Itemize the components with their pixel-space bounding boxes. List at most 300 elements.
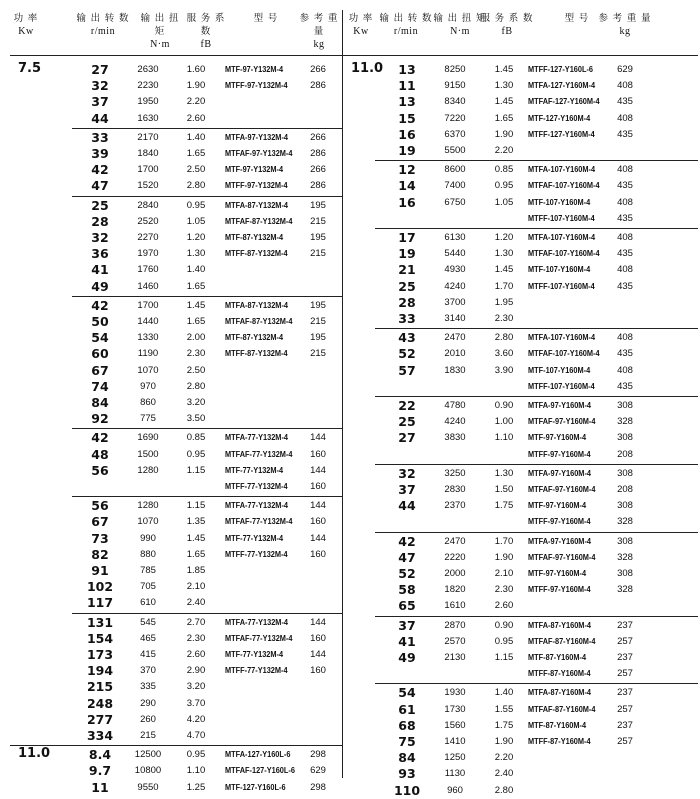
service-factor-cell: 1.85	[186, 565, 206, 576]
speed-cell: 42	[91, 297, 109, 313]
model-cell: MTFF-107-Y160M-4	[528, 213, 595, 223]
service-factor-cell: 1.50	[494, 484, 514, 495]
service-factor-cell: 2.60	[494, 600, 514, 612]
torque-cell: 1330	[137, 332, 159, 344]
weight-cell: 160	[310, 481, 326, 492]
speed-cell: 48	[91, 446, 109, 462]
service-factor-cell: 2.20	[494, 752, 514, 764]
speed-cell: 19	[398, 246, 416, 262]
model-cell: MTFF-87-Y132M-4	[225, 349, 288, 359]
model-cell: MTF-87-Y160M-4	[528, 720, 587, 730]
speed-cell: 47	[398, 549, 416, 565]
speed-cell: 27	[91, 62, 109, 77]
model-cell: MTFA-107-Y160M-4	[528, 165, 596, 175]
service-factor-cell: 2.80	[494, 332, 514, 344]
service-factor-cell: 1.25	[186, 781, 206, 793]
torque-cell: 1280	[137, 500, 159, 512]
header-power: 功 率 Kw	[13, 13, 39, 37]
model-cell: MTFF-107-Y160M-4	[528, 381, 595, 391]
weight-cell: 257	[617, 635, 633, 647]
torque-cell: 4780	[444, 400, 466, 411]
service-factor-cell: 1.75	[494, 719, 514, 731]
speed-cell: 33	[398, 311, 416, 326]
torque-cell: 2170	[137, 131, 159, 143]
header-speed: 输 出 转 数 r/min	[76, 13, 130, 37]
model-cell: MTFAF-97-Y132M-4	[225, 149, 293, 158]
speed-cell: 42	[91, 430, 109, 446]
model-cell: MTFAF-97-Y160M-4	[528, 552, 596, 562]
weight-cell: 215	[310, 215, 326, 227]
model-cell: MTFF-97-Y160M-4	[528, 585, 591, 595]
torque-cell: 1930	[444, 687, 466, 699]
group-divider	[375, 616, 698, 617]
speed-cell: 84	[398, 750, 416, 766]
model-cell: MTFA-107-Y160M-4	[528, 333, 596, 343]
speed-cell: 37	[398, 617, 416, 633]
weight-cell: 408	[617, 232, 633, 243]
speed-cell: 73	[91, 530, 109, 546]
speed-cell: 110	[393, 782, 421, 798]
weight-cell: 160	[310, 448, 326, 460]
torque-cell: 1760	[137, 264, 159, 276]
speed-cell: 25	[398, 278, 416, 294]
group-divider	[375, 396, 698, 397]
speed-cell: 32	[91, 230, 109, 245]
weight-cell: 328	[617, 584, 633, 596]
torque-cell: 5440	[444, 248, 466, 260]
torque-cell: 2470	[444, 535, 466, 547]
speed-cell: 36	[91, 246, 109, 262]
model-cell: MTFA-97-Y160M-4	[528, 536, 591, 546]
torque-cell: 990	[140, 532, 156, 544]
model-cell: MTFAF-77-Y132M-4	[225, 517, 293, 527]
service-factor-cell: 1.65	[494, 112, 514, 124]
weight-cell: 629	[310, 765, 326, 777]
torque-cell: 3250	[444, 467, 466, 479]
service-factor-cell: 2.90	[186, 665, 206, 677]
speed-cell: 13	[398, 62, 416, 77]
torque-cell: 3700	[444, 296, 466, 308]
service-factor-cell: 1.90	[186, 80, 206, 92]
service-factor-cell: 2.20	[186, 96, 206, 108]
torque-cell: 1070	[137, 364, 159, 376]
weight-cell: 215	[310, 248, 326, 260]
model-cell: MTFA-107-Y160M-4	[528, 233, 596, 242]
model-cell: MTFAF-77-Y132M-4	[225, 449, 293, 459]
speed-cell: 21	[398, 262, 416, 278]
group-divider	[72, 428, 342, 429]
service-factor-cell: 2.70	[186, 616, 206, 628]
group-divider	[375, 160, 698, 161]
speed-cell: 74	[91, 378, 109, 394]
torque-cell: 4930	[444, 264, 466, 276]
service-factor-cell: 1.95	[494, 296, 514, 308]
service-factor-cell: 1.00	[494, 416, 514, 428]
service-factor-cell: 2.80	[186, 180, 206, 192]
speed-cell: 67	[91, 514, 109, 530]
service-factor-cell: 1.40	[186, 131, 206, 143]
model-cell: MTF-97-Y132M-4	[225, 65, 284, 74]
model-cell: MTF-77-Y132M-4	[225, 650, 284, 659]
weight-cell: 215	[310, 348, 326, 360]
speed-cell: 16	[398, 194, 416, 210]
model-cell: MTF-87-Y132M-4	[225, 333, 284, 343]
model-cell: MTFAF-127-Y160L-6	[225, 766, 295, 776]
model-cell: MTF-97-Y160M-4	[528, 433, 587, 443]
model-cell: MTFA-87-Y132M-4	[225, 200, 288, 210]
service-factor-cell: 2.50	[186, 164, 206, 176]
speed-cell: 277	[86, 711, 114, 727]
weight-cell: 208	[617, 448, 633, 460]
service-factor-cell: 2.40	[186, 597, 206, 609]
speed-cell: 215	[86, 679, 114, 695]
weight-cell: 266	[310, 131, 326, 143]
speed-cell: 32	[398, 465, 416, 481]
torque-cell: 2630	[137, 64, 159, 75]
torque-cell: 215	[140, 730, 156, 741]
torque-cell: 880	[140, 548, 156, 560]
speed-cell: 84	[91, 395, 109, 410]
service-factor-cell: 2.80	[186, 380, 206, 392]
weight-cell: 257	[617, 703, 633, 715]
service-factor-cell: 3.20	[186, 681, 206, 693]
service-factor-cell: 1.15	[186, 464, 206, 476]
model-cell: MTFAF-97-Y160M-4	[528, 485, 596, 494]
service-factor-cell: 1.90	[494, 736, 514, 747]
service-factor-cell: 1.40	[186, 264, 206, 276]
speed-cell: 16	[398, 126, 416, 142]
weight-cell: 408	[617, 80, 633, 92]
service-factor-cell: 3.50	[186, 413, 206, 425]
torque-cell: 2130	[444, 652, 466, 663]
speed-cell: 44	[91, 110, 109, 126]
service-factor-cell: 2.60	[186, 112, 206, 124]
speed-cell: 82	[91, 546, 109, 562]
torque-cell: 12500	[134, 749, 162, 761]
model-cell: MTF-97-Y132M-4	[225, 165, 284, 175]
weight-cell: 266	[310, 164, 326, 176]
weight-cell: 435	[617, 280, 633, 292]
weight-cell: 435	[617, 212, 633, 224]
torque-cell: 1700	[137, 164, 159, 176]
service-factor-cell: 0.90	[494, 400, 514, 411]
torque-cell: 7400	[444, 180, 466, 192]
model-cell: MTFF-107-Y160M-4	[528, 281, 595, 291]
torque-cell: 1250	[444, 752, 466, 764]
service-factor-cell: 2.40	[494, 768, 514, 780]
weight-cell: 144	[310, 532, 326, 544]
speed-cell: 54	[398, 685, 416, 701]
speed-cell: 67	[91, 362, 109, 378]
weight-cell: 144	[310, 649, 326, 660]
service-factor-cell: 1.60	[186, 64, 206, 75]
group-divider	[375, 683, 698, 684]
service-factor-cell: 1.10	[186, 765, 206, 777]
torque-cell: 545	[140, 616, 156, 628]
weight-cell: 408	[617, 196, 633, 208]
speed-cell: 65	[398, 598, 416, 614]
torque-cell: 465	[140, 632, 156, 644]
torque-cell: 2230	[137, 80, 159, 92]
power-value: 7.5	[18, 61, 42, 76]
torque-cell: 6750	[444, 196, 466, 208]
speed-cell: 11	[398, 78, 416, 94]
speed-cell: 334	[86, 728, 114, 743]
header-model: 型 号	[253, 13, 279, 24]
weight-cell: 308	[617, 568, 633, 579]
right-header	[343, 12, 698, 52]
service-factor-cell: 1.20	[186, 232, 206, 243]
service-factor-cell: 0.85	[186, 432, 206, 444]
weight-cell: 435	[617, 248, 633, 260]
model-cell: MTFAF-107-Y160M-4	[528, 349, 600, 359]
torque-cell: 2520	[137, 215, 159, 227]
model-cell: MTFF-97-Y160M-4	[528, 517, 591, 527]
weight-cell: 160	[310, 632, 326, 644]
group-divider	[375, 328, 698, 329]
model-cell: MTFA-77-Y132M-4	[225, 433, 288, 443]
speed-cell: 92	[91, 411, 109, 427]
weight-cell: 328	[617, 516, 633, 528]
weight-cell: 237	[617, 687, 633, 699]
group-divider	[375, 532, 698, 533]
model-cell: MTFAF-107-Y160M-4	[528, 249, 600, 259]
model-cell: MTFAF-87-Y160M-4	[528, 704, 596, 714]
header-torque: 输 出 扭 矩 N·m	[433, 13, 487, 37]
model-cell: MTFAF-87-Y160M-4	[528, 636, 596, 646]
model-cell: MTFA-97-Y132M-4	[225, 132, 288, 142]
torque-cell: 2840	[137, 199, 159, 211]
service-factor-cell: 1.45	[494, 96, 514, 108]
weight-cell: 308	[617, 432, 633, 444]
weight-cell: 308	[617, 400, 633, 411]
torque-cell: 1130	[444, 768, 466, 780]
weight-cell: 435	[617, 128, 633, 140]
torque-cell: 8600	[444, 164, 466, 176]
torque-cell: 370	[140, 665, 156, 677]
service-factor-cell: 2.30	[186, 348, 206, 360]
speed-cell: 33	[91, 129, 109, 145]
torque-cell: 970	[140, 380, 156, 392]
weight-cell: 435	[617, 96, 633, 108]
torque-cell: 1950	[137, 96, 159, 108]
service-factor-cell: 2.80	[494, 784, 514, 796]
torque-cell: 1190	[137, 348, 159, 360]
torque-cell: 705	[140, 581, 156, 593]
model-cell: MTF-107-Y160M-4	[528, 365, 591, 375]
group-divider	[72, 128, 342, 129]
model-cell: MTFA-87-Y132M-4	[225, 300, 288, 310]
speed-cell: 248	[86, 695, 114, 711]
speed-cell: 37	[398, 482, 416, 497]
model-cell: MTF-107-Y160M-4	[528, 265, 591, 275]
header-service-factor: 服 务 系 数 fB	[186, 13, 226, 50]
model-cell: MTFAF-127-Y160M-4	[528, 97, 600, 107]
power-divider	[10, 745, 342, 746]
speed-cell: 54	[91, 330, 109, 346]
speed-cell: 25	[398, 414, 416, 430]
service-factor-cell: 1.05	[494, 196, 514, 208]
torque-cell: 6370	[444, 128, 466, 140]
torque-cell: 775	[140, 413, 156, 425]
service-factor-cell: 2.10	[494, 568, 514, 579]
service-factor-cell: 1.15	[186, 500, 206, 512]
weight-cell: 328	[617, 551, 633, 563]
service-factor-cell: 2.60	[186, 649, 206, 660]
weight-cell: 160	[310, 665, 326, 677]
service-factor-cell: 1.45	[494, 64, 514, 75]
service-factor-cell: 2.30	[494, 313, 514, 324]
service-factor-cell: 2.30	[494, 584, 514, 596]
weight-cell: 435	[617, 180, 633, 192]
weight-cell: 195	[310, 232, 326, 243]
model-cell: MTF-77-Y132M-4	[225, 465, 284, 475]
torque-cell: 335	[140, 681, 156, 693]
speed-cell: 42	[91, 162, 109, 178]
torque-cell: 1700	[137, 299, 159, 311]
service-factor-cell: 2.30	[186, 632, 206, 644]
speed-cell: 173	[86, 647, 114, 662]
service-factor-cell: 1.90	[494, 128, 514, 140]
torque-cell: 1730	[444, 703, 466, 715]
model-cell: MTFF-77-Y132M-4	[225, 549, 288, 559]
torque-cell: 2000	[444, 568, 466, 579]
model-cell: MTFA-97-Y160M-4	[528, 401, 591, 410]
speed-cell: 56	[91, 462, 109, 478]
power-value: 11.0	[351, 61, 384, 76]
speed-cell: 47	[91, 178, 109, 194]
weight-cell: 144	[310, 500, 326, 512]
service-factor-cell: 1.45	[186, 299, 206, 311]
header-power: 功 率 Kw	[348, 13, 374, 37]
weight-cell: 408	[617, 164, 633, 176]
torque-cell: 2470	[444, 332, 466, 344]
group-divider	[375, 464, 698, 465]
model-cell: MTFF-87-Y132M-4	[225, 249, 288, 259]
speed-cell: 58	[398, 582, 416, 598]
weight-cell: 215	[310, 316, 326, 327]
model-cell: MTF-127-Y160M-4	[528, 113, 591, 123]
weight-cell: 144	[310, 464, 326, 476]
torque-cell: 6130	[444, 232, 466, 243]
service-factor-cell: 0.95	[186, 448, 206, 460]
model-cell: MTFA-77-Y132M-4	[225, 617, 288, 627]
right-header-rule	[343, 55, 698, 56]
speed-cell: 25	[91, 197, 109, 213]
model-cell: MTFF-87-Y160M-4	[528, 669, 591, 679]
header-speed: 输 出 转 数 r/min	[379, 13, 433, 37]
torque-cell: 10800	[134, 765, 162, 777]
torque-cell: 415	[140, 649, 156, 660]
weight-cell: 195	[310, 299, 326, 311]
weight-cell: 195	[310, 332, 326, 344]
header-torque: 输 出 扭 矩 N·m	[140, 13, 180, 50]
speed-cell: 49	[398, 650, 416, 665]
torque-cell: 2370	[444, 500, 466, 512]
speed-cell: 14	[398, 178, 416, 194]
weight-cell: 308	[617, 467, 633, 479]
power-value: 11.0	[18, 746, 51, 762]
service-factor-cell: 1.10	[494, 432, 514, 444]
model-cell: MTF-87-Y160M-4	[528, 653, 587, 662]
service-factor-cell: 3.70	[186, 697, 206, 709]
torque-cell: 8340	[444, 96, 466, 108]
torque-cell: 1840	[137, 148, 159, 159]
speed-cell: 17	[398, 230, 416, 245]
speed-cell: 194	[86, 663, 114, 679]
group-divider	[375, 228, 698, 229]
service-factor-cell: 1.65	[186, 148, 206, 159]
speed-cell: 68	[398, 717, 416, 733]
torque-cell: 3140	[444, 313, 466, 324]
group-divider	[72, 196, 342, 197]
torque-cell: 610	[140, 597, 156, 609]
service-factor-cell: 2.20	[494, 145, 514, 156]
service-factor-cell: 1.70	[494, 535, 514, 547]
model-cell: MTFAF-77-Y132M-4	[225, 633, 293, 643]
service-factor-cell: 1.30	[494, 80, 514, 92]
service-factor-cell: 1.20	[494, 232, 514, 243]
model-cell: MTFF-127-Y160M-4	[528, 129, 595, 139]
service-factor-cell: 0.95	[494, 635, 514, 647]
torque-cell: 4240	[444, 280, 466, 292]
center-divider	[342, 10, 343, 778]
speed-cell: 91	[91, 563, 109, 578]
speed-cell: 154	[86, 630, 114, 646]
speed-cell: 57	[398, 362, 416, 378]
speed-cell: 131	[86, 614, 114, 630]
speed-cell: 28	[91, 213, 109, 229]
model-cell: MTFF-97-Y132M-4	[225, 81, 288, 91]
torque-cell: 1690	[137, 432, 159, 444]
service-factor-cell: 1.30	[494, 248, 514, 260]
torque-cell: 2570	[444, 635, 466, 647]
model-cell: MTF-127-Y160L-6	[225, 782, 286, 792]
service-factor-cell: 0.95	[186, 749, 206, 761]
service-factor-cell: 1.30	[186, 248, 206, 260]
model-cell: MTFF-127-Y160L-6	[528, 65, 594, 74]
speed-cell: 13	[398, 94, 416, 110]
service-factor-cell: 2.10	[186, 581, 206, 593]
torque-cell: 860	[140, 397, 156, 408]
torque-cell: 1070	[137, 516, 159, 528]
speed-cell: 8.4	[88, 747, 112, 763]
model-cell: MTF-77-Y132M-4	[225, 533, 284, 543]
weight-cell: 266	[310, 64, 326, 75]
service-factor-cell: 3.60	[494, 348, 514, 360]
model-cell: MTFA-127-Y160M-4	[528, 81, 596, 91]
speed-cell: 19	[398, 143, 416, 158]
torque-cell: 1610	[444, 600, 466, 612]
service-factor-cell: 1.70	[494, 280, 514, 292]
model-cell: MTFA-87-Y160M-4	[528, 620, 591, 630]
service-factor-cell: 1.65	[186, 280, 206, 292]
weight-cell: 308	[617, 535, 633, 547]
torque-cell: 785	[140, 565, 156, 576]
service-factor-cell: 1.15	[494, 652, 514, 663]
speed-cell: 61	[398, 701, 416, 717]
weight-cell: 408	[617, 364, 633, 376]
torque-cell: 1970	[137, 248, 159, 260]
weight-cell: 257	[617, 736, 633, 747]
group-divider	[72, 496, 342, 497]
torque-cell: 8250	[444, 64, 466, 75]
weight-cell: 160	[310, 548, 326, 560]
service-factor-cell: 1.65	[186, 548, 206, 560]
speed-cell: 75	[398, 734, 416, 749]
weight-cell: 629	[617, 64, 633, 75]
weight-cell: 298	[310, 781, 326, 793]
